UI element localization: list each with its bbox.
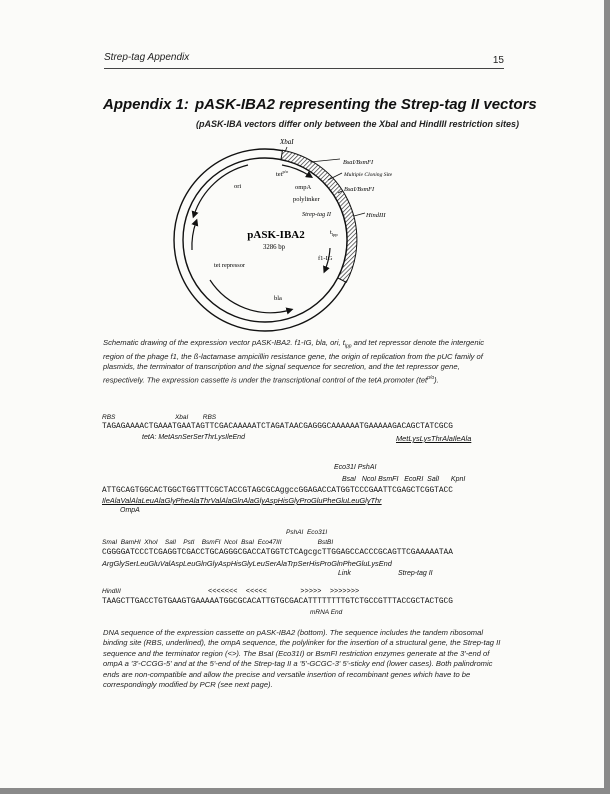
seq2-site-labels-a: Eco31I PshAI — [334, 464, 377, 471]
seq2-site-labels-b: BsaI NcoI BsmFI EcoRI SalI KpnI — [342, 476, 466, 483]
appendix-title: pASK-IBA2 representing the Strep-tag II vectors — [195, 96, 537, 113]
seq4-site-label: HindIII — [102, 588, 121, 595]
seq1-protein-left: tetA: MetAsnSerSerThrLysIleEnd — [142, 434, 245, 441]
lpp-label: $t_{lpp}$ — [330, 229, 338, 237]
page-number: 15 — [492, 55, 504, 66]
map-caption: Schematic drawing of the expression vector pASK-IBA2. f1-IG, bla, ori, $t_{lpp}$ and tet repressor denote the intergenic region of the phage f1, the ß-lactamase ampicillin resistance gene, the origin of replication from the pUC family of plasmids, the terminator of transcription and the signal sequence for secretion, and the tet repressor gene, respectively. The expression cassette is under the transcriptional control of the tetA promoter (tet$^{p/o}$). — [103, 338, 485, 385]
tetp-label: tet$^{p/o}$ — [276, 169, 289, 178]
seq4-terminator-arrows: <<<<<<< <<<<< >>>>> >>>>>>> — [208, 588, 360, 596]
seq2-feature: OmpA — [120, 507, 140, 514]
seq2-dna: ATTGCAGTGGCACTGGCTGGTTTCGCTACCGTAGCGCAggccGGAGACCATGGTCCCGAATTCGAGCTCGGTACC — [102, 487, 453, 495]
tetr-label: tet repressor — [214, 262, 245, 269]
sequence-block-3 — [102, 529, 512, 584]
seq3-site-labels-a: PshAI Eco31I — [286, 529, 328, 536]
plasmid-name: pASK-IBA2 — [247, 229, 305, 241]
seq1-protein-right: MetLysLysThrAlaIleAla — [396, 434, 472, 443]
plasmid-size: 3286 bp — [262, 244, 286, 251]
header-title: Strep-tag Appendix — [104, 52, 190, 63]
seq4-dna: TAAGCTTGACCTGTGAAGTGAAAAATGGCGCACATTGTGCGACATTTTTTTTGTCTGCCGTTTACCGCTACTGCG — [102, 598, 453, 606]
sequence-block-2 — [102, 464, 512, 520]
seq3-site-labels-b: SmaI BamHI XhoI SalI PstI BsmFI NcoI BsaI Eco47III BstBI — [102, 539, 334, 546]
seq3-dna: CGGGGATCCCTCGAGGTCGACCTGCAGGGCGACCATGGTCTCAgcgcTTGGAGCCACCCGCAGTTCGAAAAATAA — [102, 549, 453, 557]
bsai-top-label: BsaI/BsmFI — [343, 159, 374, 166]
plasmid-map — [170, 130, 440, 340]
polylinker-label: polylinker — [293, 196, 320, 203]
ori-arc — [194, 165, 248, 215]
f1-label: f1-IG — [318, 255, 333, 262]
hindiii-label: HindIII — [366, 212, 386, 219]
seq2-protein: IleAlaValAlaLeuAlaGlyPheAlaThrValAlaGlnAlaGlyAspHisGlyProGluPheGluLeuGlyThr — [102, 496, 382, 505]
seq3-feature-strep: Strep-tag II — [398, 570, 433, 577]
ori-label: ori — [234, 183, 242, 190]
bla-label: bla — [274, 295, 282, 302]
sequence-block-1 — [102, 414, 512, 448]
appendix-label: Appendix 1: — [103, 96, 189, 113]
hindiii-pointer — [354, 213, 365, 216]
sequence-caption: DNA sequence of the expression cassette on pASK-IBA2 (bottom). The sequence includes the tandem ribosomal binding site (RBS, underlined), the ompA sequence, the polylinker for the insertion of a structural gene, the Strep-tag II sequence and the terminator region (<>). The BsaI (Eco31I) or BsmFI restriction enzymes generate at the 3'-end of ompA a '3'-CCGG-5' and at the 5'-end of the Strep-tag II a '5'-GCGC-3' 5'-sticky end (lower cases). Both palindromic ends are non-compatible and allow the precise and versatile insertion of recombinant genes which have to be correspondingly modified by PCR (see next page). — [103, 628, 501, 690]
strep-label: Strep-tag II — [302, 211, 331, 218]
bsai-bottom-label: BsaI/BsmFI — [344, 186, 375, 193]
xbai-label: XbaI — [280, 138, 294, 146]
sequence-block-4 — [102, 588, 512, 618]
appendix-heading — [103, 96, 537, 113]
tetr-arc — [192, 222, 196, 250]
seq1-dna: TAGAGAAAACTGAAATGAATAGTTCGACAAAAATCTAGATAACGAGGGCAAAAAATGAAAAAGACAGCTATCGCG — [102, 423, 453, 431]
mcs-label: Multiple Cloning Site — [344, 172, 393, 178]
ompa-label: ompA — [295, 184, 312, 191]
seq4-feature: mRNA End — [310, 609, 343, 616]
seq3-feature-link: Link — [338, 570, 351, 577]
appendix-subtitle: (pASK-IBA vectors differ only between the XbaI and HindIII restriction sites) — [196, 119, 520, 129]
seq3-protein: ArgGlySerLeuGluValAspLeuGlnGlyAspHisGlyLeuSerAlaTrpSerHisProGlnPheGluLysEnd — [102, 559, 392, 568]
seq1-site-labels: RBS XbaI RBS — [102, 414, 217, 421]
running-header — [104, 52, 504, 69]
bsai-top-pointer — [310, 159, 340, 162]
